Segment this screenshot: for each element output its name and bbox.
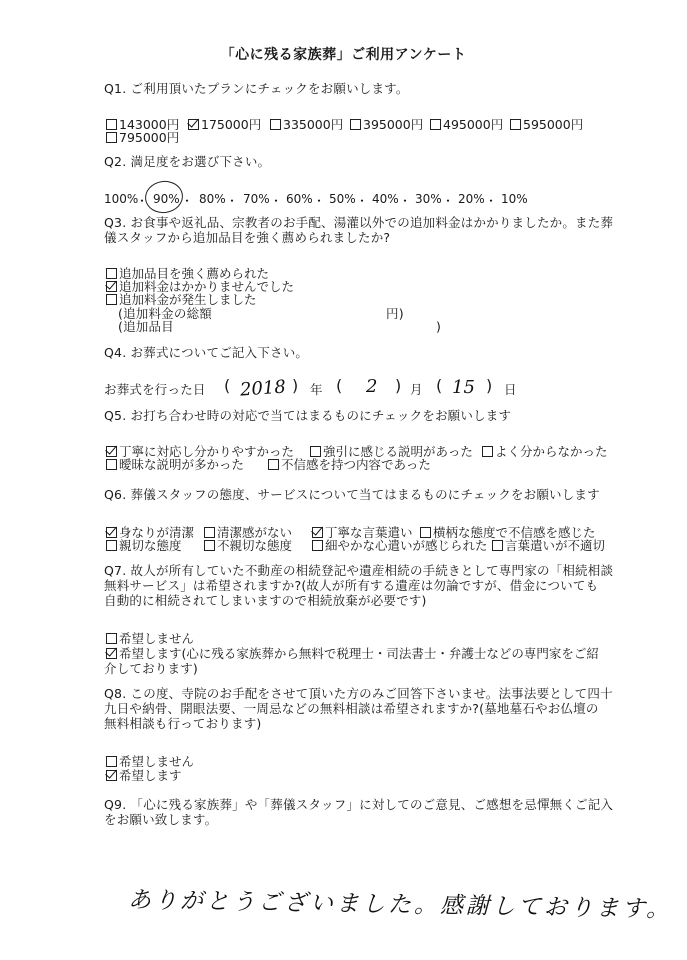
q6-checkbox-kind[interactable]	[106, 540, 117, 551]
q2-separator: ・	[181, 194, 194, 208]
q3-option[interactable]: 追加品目を強く薦められた	[106, 266, 269, 281]
q4-year-open-paren: (	[224, 376, 231, 395]
q2-question: Q2. 満足度をお選び下さい。	[104, 154, 271, 169]
q4-year-unit: 年	[310, 382, 323, 397]
q8-checkbox-wanted[interactable]	[106, 770, 117, 781]
q6-option-row-2	[106, 538, 605, 553]
q6-option[interactable]: 言葉遣いが不適切	[492, 538, 605, 553]
q5-option[interactable]: よく分からなかった	[482, 444, 608, 459]
q3-question-line-1: Q3. お食事や返礼品、宗教者のお手配、湯灌以外での追加料金はかかりましたか。また葬	[104, 215, 614, 230]
q8-question-line-1: Q8. この度、寺院のお手配をさせて頂いた方のみご回答下さいませ。法事法要として四十	[104, 686, 613, 701]
q3-items-label: (追加品目	[118, 319, 174, 334]
q4-date-label: お葬式を行った日	[104, 382, 206, 397]
q4-month-open-paren: (	[336, 376, 343, 395]
q1-checkbox-335000[interactable]	[270, 119, 281, 130]
survey-title: 「心に残る家族葬」ご利用アンケート	[220, 47, 467, 63]
q6-checkbox-improper-language[interactable]	[492, 540, 503, 551]
q3-amount-label: (追加料金の総額	[118, 306, 212, 321]
q5-checkbox-forceful[interactable]	[310, 446, 321, 457]
q1-plan-option[interactable]: 335000円	[270, 117, 350, 132]
q1-plan-option[interactable]: 175000円	[188, 117, 270, 132]
q2-option-10[interactable]: 10%	[501, 192, 528, 206]
q4-day-unit: 日	[504, 382, 517, 397]
q1-checkbox-595000[interactable]	[510, 119, 521, 130]
q5-checkbox-unclear[interactable]	[482, 446, 493, 457]
q1-checkbox-143000[interactable]	[106, 119, 117, 130]
q2-separator: ・	[270, 194, 283, 208]
q2-option-80[interactable]: 80%	[199, 192, 226, 206]
q2-option-90[interactable]: 90%	[153, 192, 180, 206]
q1-plan-option[interactable]: 595000円	[510, 117, 583, 132]
q8-question-line-2: 九日や納骨、開眼法要、一周忌などの無料相談は希望されますか?(墓地墓石やお仏壇の	[104, 701, 599, 716]
q4-question: Q4. お葬式についてご記入下さい。	[104, 345, 309, 360]
q3-amount-unit: 円)	[386, 306, 404, 321]
q1-checkbox-395000[interactable]	[350, 119, 361, 130]
q8-question-line-3: 無料相談も行っております)	[104, 716, 262, 731]
q6-option[interactable]: 丁寧な言葉遣い	[312, 525, 420, 540]
q7-question-line-3: 自動的に相続されてしまいますので相続放棄が必要です)	[104, 593, 427, 608]
q6-checkbox-attentive[interactable]	[312, 540, 323, 551]
q2-option-60[interactable]: 60%	[286, 192, 313, 206]
q1-plan-option[interactable]: 395000円	[350, 117, 430, 132]
q6-checkbox-arrogant[interactable]	[420, 527, 431, 538]
q5-checkbox-vague[interactable]	[106, 459, 117, 470]
q4-day-handwritten: 15	[452, 377, 475, 398]
q2-separator: ・	[313, 194, 326, 208]
q2-option-70[interactable]: 70%	[243, 192, 270, 206]
q6-checkbox-unkind[interactable]	[204, 540, 215, 551]
q2-option-30[interactable]: 30%	[415, 192, 442, 206]
q6-option[interactable]: 身なりが清潔	[106, 525, 204, 540]
q5-option[interactable]: 強引に感じる説明があった	[310, 444, 482, 459]
q6-checkbox-clean-appearance[interactable]	[106, 527, 117, 538]
q3-items-close: )	[436, 319, 442, 334]
q1-plan-option[interactable]: 795000円	[106, 130, 179, 145]
q1-plan-option[interactable]: 143000円	[106, 117, 188, 132]
q7-option-continued: 介しております)	[104, 661, 198, 676]
q4-month-unit: 月	[410, 382, 423, 397]
q9-question-line-2: をお願い致します。	[104, 812, 218, 827]
q9-handwritten-answer: ありがとうございました。感謝しております。	[127, 887, 673, 923]
q2-option-20[interactable]: 20%	[458, 192, 485, 206]
q7-checkbox-not-wanted[interactable]	[106, 633, 117, 644]
q7-question-line-1: Q7. 故人が所有していた不動産の相続登記や遺産相続の手続きとして専門家の「相続相談	[104, 563, 614, 578]
q9-question-line-1: Q9. 「心に残る家族葬」や「葬儀スタッフ」に対してのご意見、ご感想を忌憚無くご記入	[104, 797, 614, 812]
q4-month-close-paren: )	[395, 376, 402, 395]
q4-year-handwritten: 2018	[239, 376, 287, 401]
q3-option[interactable]: 追加料金が発生しました	[106, 292, 257, 307]
q8-option[interactable]: 希望します	[106, 768, 182, 783]
q4-year-close-paren: )	[292, 376, 299, 395]
q5-checkbox-polite-clear[interactable]	[106, 446, 117, 457]
q3-checkbox-no-extra-fee[interactable]	[106, 281, 117, 292]
q3-option[interactable]: 追加料金はかかりませんでした	[106, 279, 294, 294]
q5-option[interactable]: 丁寧に対応し分かりやすかった	[106, 444, 310, 459]
q1-plan-option[interactable]: 495000円	[430, 117, 510, 132]
q1-plan-row-2	[106, 130, 179, 145]
q2-option-100[interactable]: 100%	[104, 192, 139, 206]
q2-separator: ・	[485, 194, 498, 208]
q2-option-40[interactable]: 40%	[372, 192, 399, 206]
q5-question: Q5. お打ち合わせ時の対応で当てはまるものにチェックをお願いします	[104, 408, 512, 423]
q6-question: Q6. 葬儀スタッフの態度、サービスについて当てはまるものにチェックをお願いします	[104, 487, 600, 502]
q2-option-50[interactable]: 50%	[329, 192, 356, 206]
q6-checkbox-not-clean[interactable]	[204, 527, 215, 538]
q7-option[interactable]: 希望しません	[106, 631, 194, 646]
q6-option[interactable]: 清潔感がない	[204, 525, 312, 540]
q2-separator: ・	[399, 194, 412, 208]
q3-checkbox-extra-fee-occurred[interactable]	[106, 294, 117, 305]
q2-separator: ・	[136, 194, 149, 208]
q5-option[interactable]: 不信感を持つ内容であった	[268, 457, 431, 472]
q4-month-handwritten: 2	[366, 376, 378, 397]
q8-option[interactable]: 希望しません	[106, 754, 194, 769]
q2-separator: ・	[356, 194, 369, 208]
q1-checkbox-175000[interactable]	[188, 119, 199, 130]
q7-option[interactable]: 希望します(心に残る家族葬から無料で税理士・司法書士・弁護士などの専門家をご紹	[106, 646, 599, 661]
q6-option[interactable]: 細やかな心遣いが感じられた	[312, 538, 492, 553]
q1-question: Q1. ご利用頂いたプランにチェックをお願いします。	[104, 81, 409, 96]
q4-day-open-paren: (	[436, 376, 443, 395]
q2-separator: ・	[226, 194, 239, 208]
q3-question-line-2: 儀スタッフから追加品目を強く薦められましたか?	[104, 230, 391, 245]
q5-option[interactable]: 曖昧な説明が多かった	[106, 457, 268, 472]
q4-day-close-paren: )	[486, 376, 493, 395]
q6-checkbox-polite-language[interactable]	[312, 527, 323, 538]
q5-option-row-2	[106, 457, 431, 472]
q1-checkbox-495000[interactable]	[430, 119, 441, 130]
q6-option[interactable]: 不親切な態度	[204, 538, 312, 553]
q5-checkbox-distrust[interactable]	[268, 459, 279, 470]
q6-option[interactable]: 横柄な態度で不信感を感じた	[420, 525, 596, 540]
q7-question-line-2: 無料サービス」は希望されますか?(故人が所有する遺産は勿論ですが、借金についても	[104, 578, 599, 593]
q1-checkbox-795000[interactable]	[106, 132, 117, 143]
q2-separator: ・	[442, 194, 455, 208]
q6-option[interactable]: 親切な態度	[106, 538, 204, 553]
q7-checkbox-wanted[interactable]	[106, 648, 117, 659]
